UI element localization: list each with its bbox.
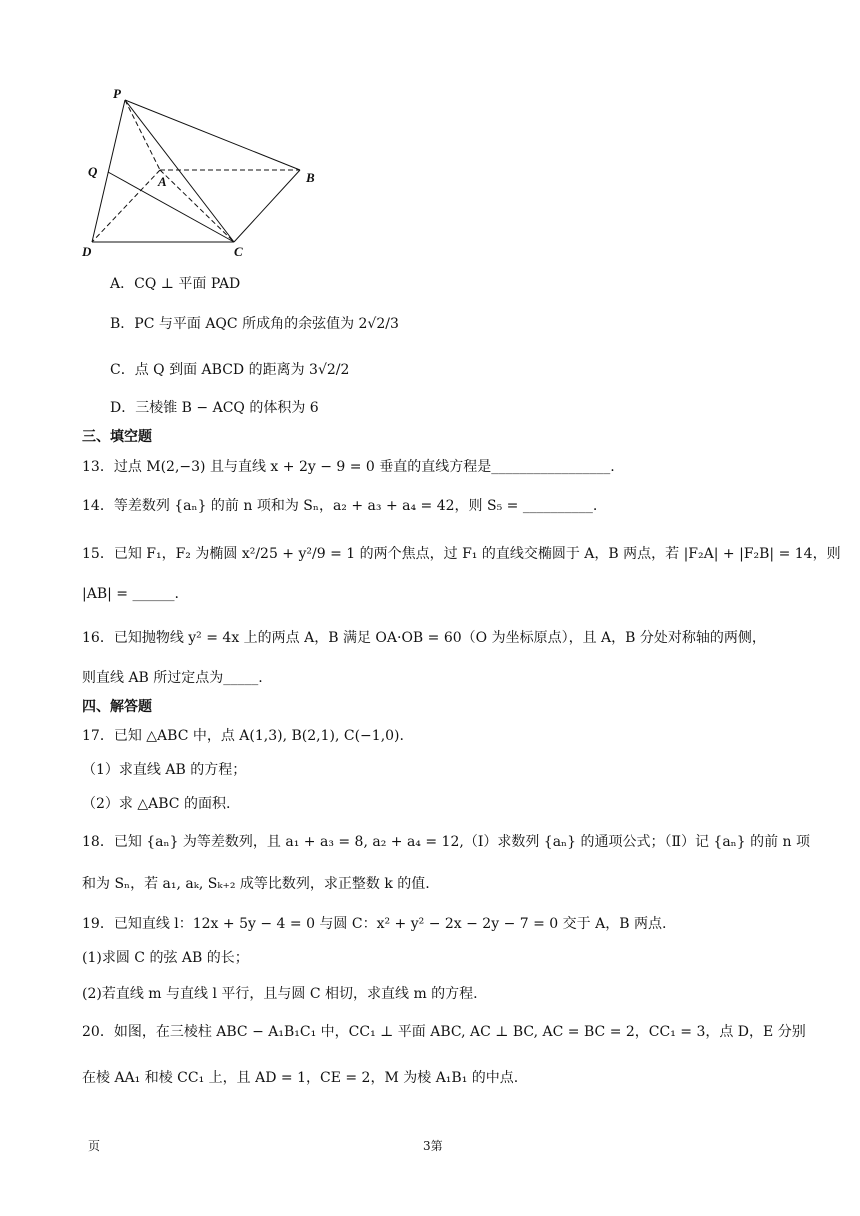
option-a: A．CQ ⊥ 平面 PAD <box>110 276 241 292</box>
edge-QC <box>108 172 234 242</box>
question-18-line2: 和为 Sₙ，若 a₁, aₖ, Sₖ₊₂ 成等比数列，求正整数 k 的值. <box>82 876 430 892</box>
label-C: C <box>234 244 243 259</box>
option-c: C．点 Q 到面 ABCD 的距离为 3√2/2 <box>110 362 350 378</box>
label-B: B <box>306 170 315 185</box>
question-16-line1: 16．已知抛物线 y² = 4x 上的两点 A，B 满足 OA·OB = 60（O 为坐标原点），且 A，B 分处对称轴的两侧， <box>82 630 766 646</box>
question-14: 14．等差数列 {aₙ} 的前 n 项和为 Sₙ，a₂ + a₃ + a₄ = 42，则 S₅ = __________. <box>82 498 598 514</box>
question-15-line2: |AB| = ______. <box>82 586 179 602</box>
option-b: B．PC 与平面 AQC 所成角的余弦值为 2√2/3 <box>110 316 399 332</box>
section-fill-heading: 三、填空题 <box>82 429 152 445</box>
label-Q: Q <box>88 164 98 179</box>
question-16-line2: 则直线 AB 所过定点为_____. <box>82 670 263 686</box>
question-20-line2: 在棱 AA₁ 和棱 CC₁ 上，且 AD = 1，CE = 2，M 为棱 A₁B₁ 的中点. <box>82 1070 519 1086</box>
question-17-part2: （2）求 △ABC 的面积. <box>82 796 231 812</box>
question-19: 19．已知直线 l：12x + 5y − 4 = 0 与圆 C：x² + y² − 2x − 2y − 7 = 0 交于 A，B 两点. <box>82 916 667 932</box>
question-17-part1: （1）求直线 AB 的方程； <box>82 762 247 778</box>
footer-left: 页 <box>88 1139 101 1153</box>
question-19-part2: (2)若直线 m 与直线 l 平行，且与圆 C 相切，求直线 m 的方程. <box>82 986 478 1002</box>
question-20-line1: 20．如图，在三棱柱 ABC − A₁B₁C₁ 中，CC₁ ⊥ 平面 ABC, AC ⊥ BC, AC = BC = 2，CC₁ = 3，点 D，E 分别 <box>82 1024 806 1040</box>
question-15-line1: 15．已知 F₁，F₂ 为椭圆 x²/25 + y²/9 = 1 的两个焦点，过 F₁ 的直线交椭圆于 A，B 两点，若 |F₂A| + |F₂B| = 14，则 <box>82 546 841 562</box>
section-solve-heading: 四、解答题 <box>82 699 152 715</box>
pyramid-figure <box>78 82 328 262</box>
edge-CB <box>234 170 300 242</box>
edge-AC <box>160 170 234 242</box>
label-A: A <box>158 174 167 189</box>
edge-PA <box>125 100 160 170</box>
label-P: P <box>113 86 121 101</box>
label-D: D <box>82 244 92 259</box>
footer-page-number: 3第 <box>423 1139 443 1153</box>
question-13: 13．过点 M(2,−3) 且与直线 x + 2y − 9 = 0 垂直的直线方程是_________________. <box>82 459 615 475</box>
option-d: D．三棱锥 B − ACQ 的体积为 6 <box>110 400 319 416</box>
question-19-part1: (1)求圆 C 的弦 AB 的长； <box>82 950 249 966</box>
question-18-line1: 18．已知 {aₙ} 为等差数列，且 a₁ + a₃ = 8, a₂ + a₄ = 12,（Ⅰ）求数列 {aₙ} 的通项公式；（Ⅱ）记 {aₙ} 的前 n 项 <box>82 834 811 850</box>
question-17: 17．已知 △ABC 中，点 A(1,3), B(2,1), C(−1,0). <box>82 728 404 744</box>
edge-AD <box>92 170 160 242</box>
